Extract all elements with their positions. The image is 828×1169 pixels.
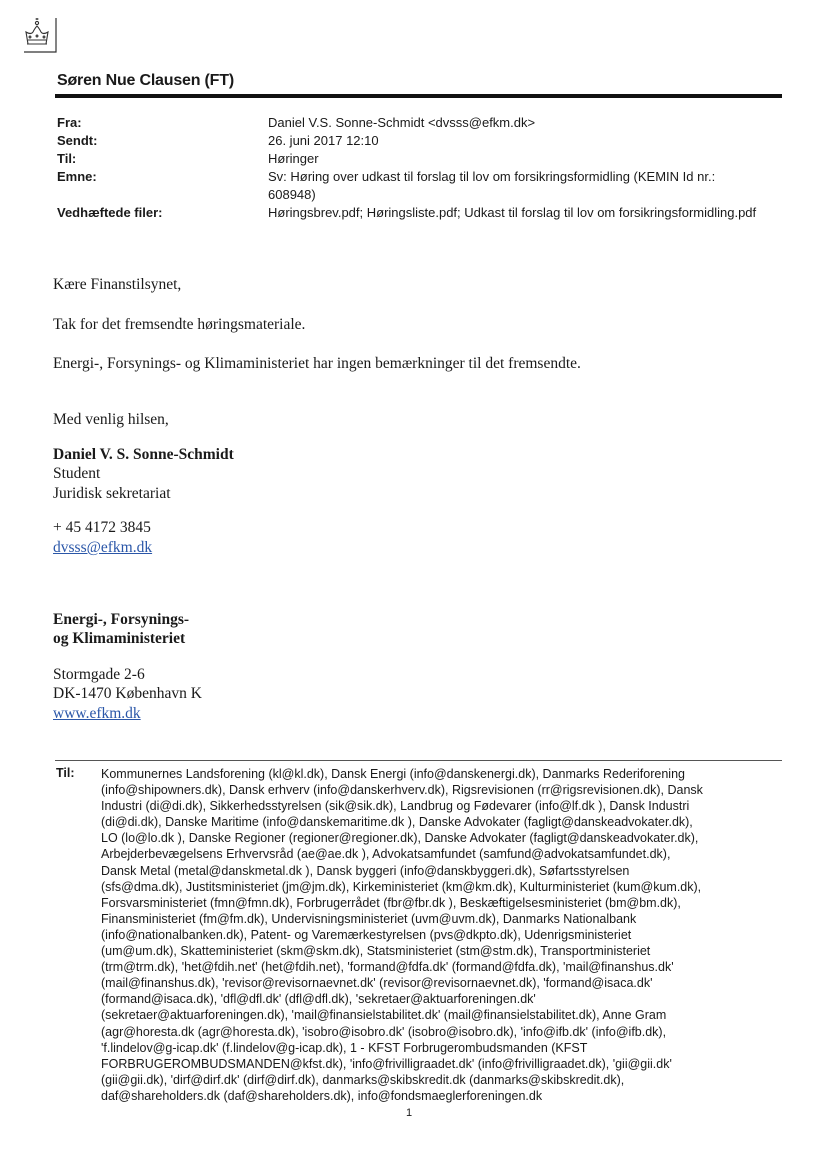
recipients-line: Dansk Metal (metal@danskmetal.dk ), Dansk byggeri (info@danskbyggeri.dk), Søfartsstyrelsen (101, 863, 630, 878)
header-value: Høringsbrev.pdf; Høringsliste.pdf; Udkast til forslag til lov om forsikringsformidling.pdf (268, 205, 757, 220)
recipients-line: Finansministeriet (fm@fm.dk), Undervisningsministeriet (uvm@uvm.dk), Danmarks Nationalbank (101, 911, 637, 926)
greeting: Kære Finanstilsynet, (53, 276, 182, 293)
header-label: Til: (57, 151, 77, 166)
recipients-line: (mail@finanshus.dk), 'revisor@revisornaevnet.dk' (revisor@revisornaevnet.dk), 'formand@isaca.dk' (101, 976, 653, 991)
header-value: Sv: Høring over udkast til forslag til lov om forsikringsformidling (KEMIN Id nr.: 608948) (268, 169, 716, 202)
website-link[interactable]: www.efkm.dk (53, 705, 141, 722)
org-name-line2: og Klimaministeriet (53, 630, 186, 647)
header-value: Daniel V.S. Sonne-Schmidt <dvsss@efkm.dk> (268, 115, 536, 130)
recipients-line: Industri (di@di.dk), Sikkerhedsstyrelsen (sik@sik.dk), Landbrug og Fødevarer (info@lf.dk ), Dansk Industri (101, 799, 690, 814)
page-number: 1 (406, 1107, 413, 1119)
recipients-line: (gii@gii.dk), 'dirf@dirf.dk' (dirf@dirf.dk), danmarks@skibskredit.dk (danmarks@skibskredit.dk), (101, 1072, 625, 1087)
header-label: Fra: (57, 115, 82, 130)
org-name-line1: Energi-, Forsynings- (53, 611, 190, 628)
sender-name: Søren Nue Clausen (FT) (57, 72, 234, 89)
header-label: Vedhæftede filer: (57, 205, 163, 220)
recipients-line: (info@nationalbanken.dk), Patent- og Varemærkestyrelsen (pvs@dkpto.dk), Udenrigsministeriet (101, 927, 632, 942)
header-row-sent (57, 132, 777, 150)
header-row-to (57, 150, 777, 168)
recipients-line: LO (lo@lo.dk ), Danske Regioner (regioner@regioner.dk), Danske Advokater (fagligt@danskeadvokater.dk), (101, 831, 699, 846)
crown-crest-logo (20, 16, 58, 54)
body-paragraph: Energi-, Forsynings- og Klimaministeriet har ingen bemærkninger til det fremsendte. (53, 355, 581, 372)
recipients-line: Forsvarsministeriet (fmn@fmn.dk), Forbrugerrådet (fbr@fbr.dk ), Beskæftigelsesministeriet (bm@bm.dk), (101, 895, 681, 910)
recipients-line: 'f.lindelov@g-icap.dk' (f.lindelov@g-icap.dk), 1 - KFST Forbrugerombudsmanden (KFST (101, 1040, 588, 1055)
signature-department: Juridisk sekretariat (53, 485, 171, 502)
header-row-subject (57, 168, 777, 204)
signature-title: Student (53, 465, 101, 482)
recipients-line: (trm@trm.dk), 'het@fdih.net' (het@fdih.net), 'formand@fdfa.dk' (formand@fdfa.dk), 'mail@finanshus.dk' (101, 960, 674, 975)
recipients-line: (sekretaer@aktuarforeningen.dk), 'mail@finansielstabilitet.dk' (mail@finansielstabilitet.dk), Anne Gram (101, 1008, 667, 1023)
recipients-line: Arbejderbevægelsens Erhvervsråd (ae@ae.dk ), Advokatsamfundet (samfund@advokatsamfundet.dk), (101, 847, 671, 862)
email-headers (57, 114, 777, 222)
address-line1: Stormgade 2-6 (53, 666, 145, 683)
header-label: Sendt: (57, 133, 98, 148)
header-value: Høringer (268, 151, 319, 166)
header-rule (55, 94, 782, 98)
recipients-line: (di@di.dk), Danske Maritime (info@danskemaritime.dk ), Danske Advokater (fagligt@danskeadvokater.dk), (101, 815, 693, 830)
signature-name: Daniel V. S. Sonne-Schmidt (53, 446, 234, 463)
closing: Med venlig hilsen, (53, 411, 169, 428)
recipients-rule (55, 760, 782, 761)
recipients-list (101, 766, 781, 1104)
signature-phone: + 45 4172 3845 (53, 519, 151, 536)
recipients-line: Kommunernes Landsforening (kl@kl.dk), Dansk Energi (info@danskenergi.dk), Danmarks Rederiforening (101, 767, 685, 781)
recipients-line: (info@shipowners.dk), Dansk erhverv (info@danskerhverv.dk), Rigsrevisionen (rr@rigsrevisionen.dk), Dansk (101, 783, 703, 798)
recipients-line: (sfs@dma.dk), Justitsministeriet (jm@jm.dk), Kirkeministeriet (km@km.dk), Kulturministeriet (kum@kum.dk), (101, 879, 702, 894)
recipients-line: (formand@isaca.dk), 'dfl@dfl.dk' (dfl@dfl.dk), 'sekretaer@aktuarforeningen.dk' (101, 992, 536, 1007)
signature-email-link[interactable]: dvsss@efkm.dk (53, 539, 153, 556)
recipients-line: daf@shareholders.dk (daf@shareholders.dk), info@fondsmaeglerforeningen.dk (101, 1088, 543, 1103)
header-value: 26. juni 2017 12:10 (268, 133, 379, 148)
header-label: Emne: (57, 169, 97, 184)
recipients-line: (um@um.dk), Skatteministeriet (skm@skm.dk), Statsministeriet (stm@stm.dk), Transportministeriet (101, 944, 651, 959)
recipients-line: (agr@horesta.dk (agr@horesta.dk), 'isobro@isobro.dk' (isobro@isobro.dk), 'info@ifb.dk' (info@ifb.dk), (101, 1024, 667, 1039)
crown-icon (20, 16, 58, 54)
header-row-attachments (57, 204, 777, 222)
recipients-label: Til: (56, 766, 75, 780)
body-paragraph: Tak for det fremsendte høringsmateriale. (53, 316, 306, 333)
header-row-from (57, 114, 777, 132)
recipients-line: FORBRUGEROMBUDSMANDEN@kfst.dk), 'info@frivilligraadet.dk' (info@frivilligraadet.dk), 'gii@gii.dk' (101, 1056, 672, 1071)
address-line2: DK-1470 København K (53, 685, 202, 702)
